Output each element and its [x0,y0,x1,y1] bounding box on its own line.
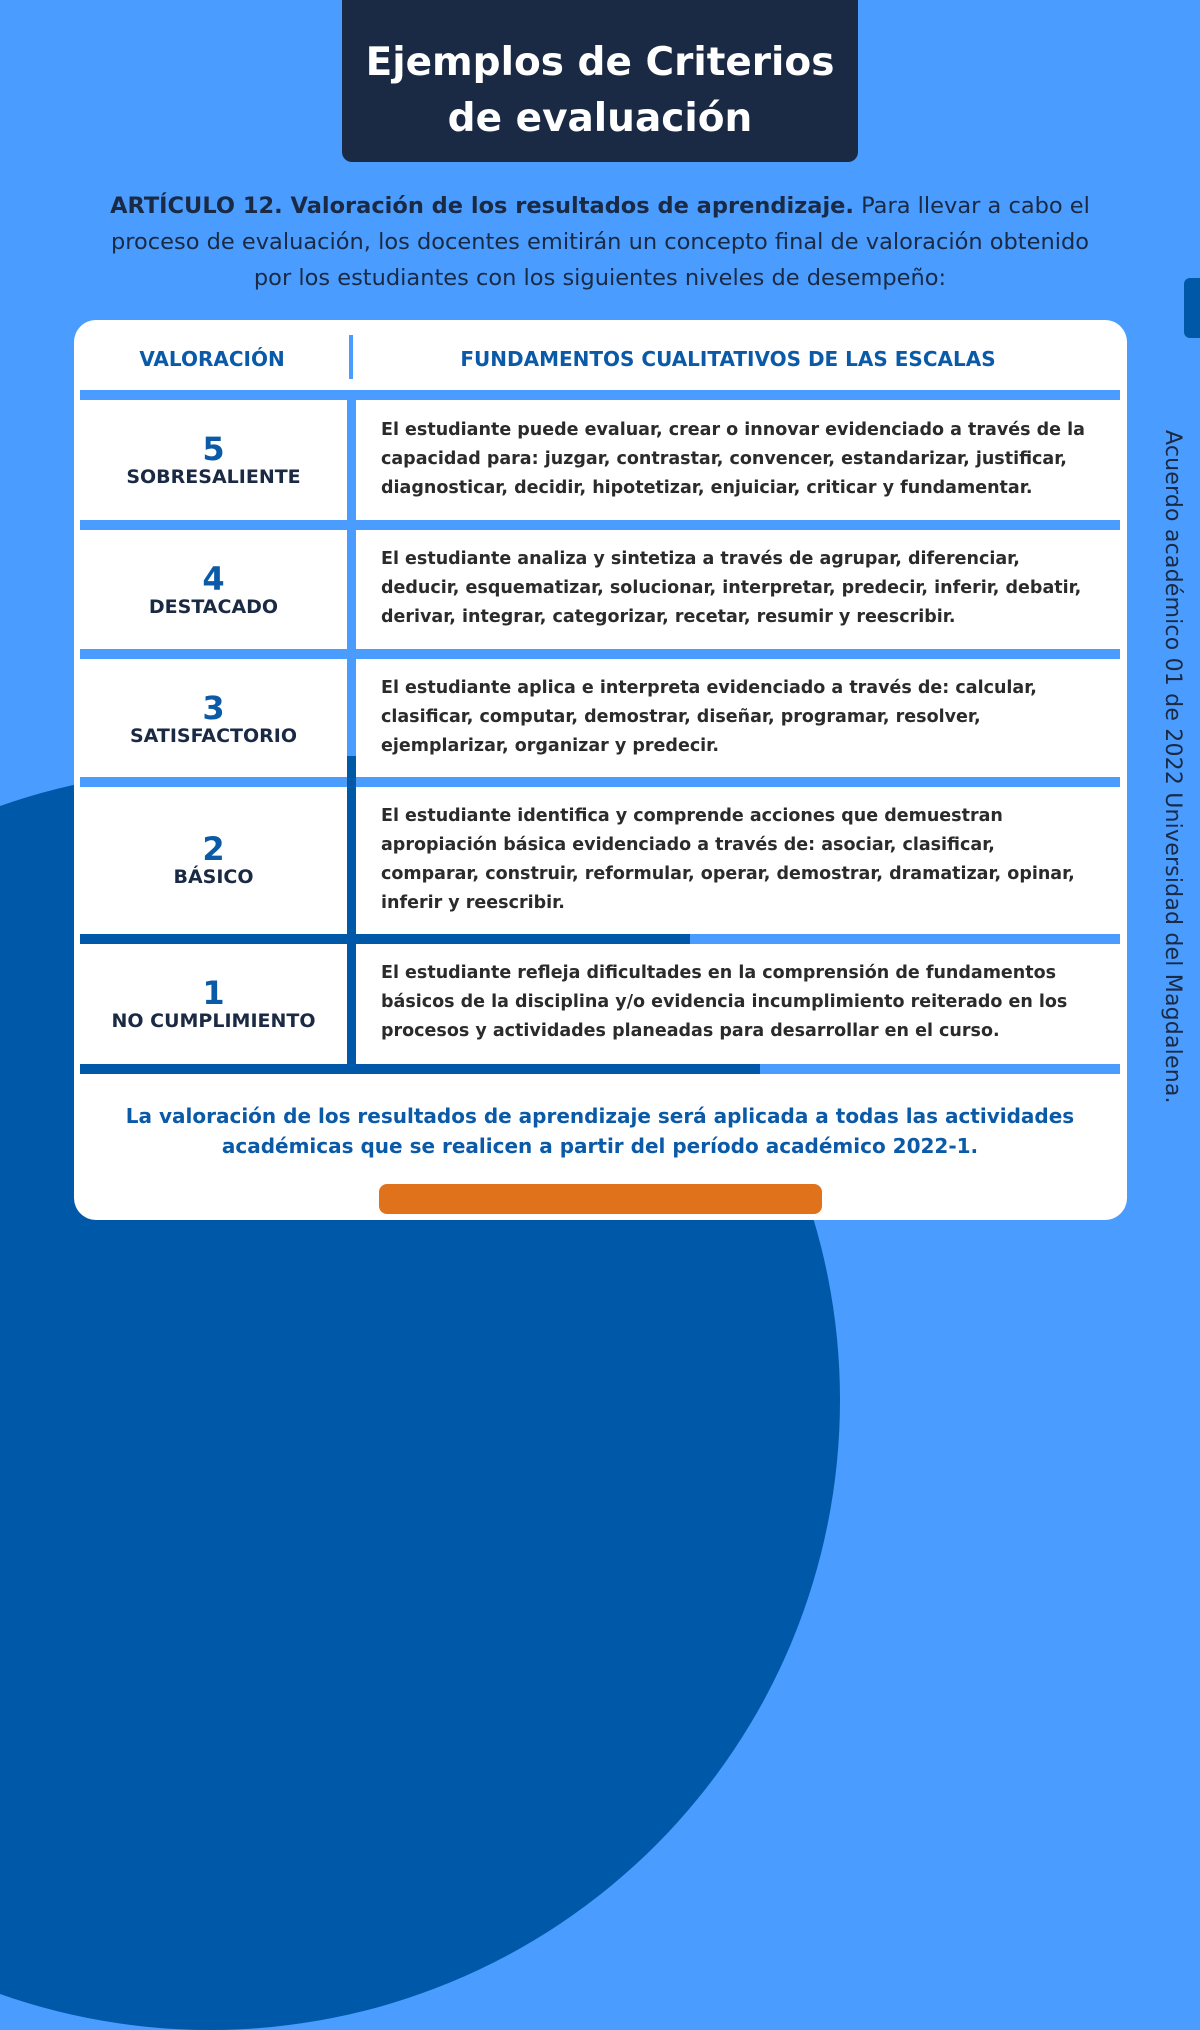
table-divider [80,649,1120,659]
score-cell [80,974,347,1034]
table-divider [80,934,1120,944]
score-level: SOBRESALIENTE [126,466,301,488]
intro-paragraph [100,188,1100,296]
criteria-description: El estudiante refleja dificultades en la comprensión de fundamentos básicos de la disciplina y/o evidencia incumplimiento reiterado en los procesos y actividades planeadas para desarrollar en el curso. [381,963,1068,1041]
score-number: 2 [202,830,225,868]
title-line-1: Ejemplos de Criterios [365,40,835,85]
table-row [80,787,1120,934]
criteria-description: El estudiante puede evaluar, crear o innovar evidenciado a través de la capacidad para: juzgar, contrastar, convencer, estandarizar, justificar, diagnosticar, decidir, hipotetizar, enjuiciar, criticar y fundamentar. [381,420,1085,498]
header-divider [349,335,353,379]
score-cell [80,689,347,749]
criteria-description: El estudiante identifica y comprende acciones que demuestran apropiación básica evidenciado a través de: asociar, clasificar, comparar, construir, reformular, operar, demostrar, dramatizar, opinar, inferir y reescribir. [381,806,1075,913]
orange-button[interactable] [379,1184,822,1214]
table-divider [80,390,1120,400]
score-number: 4 [202,560,225,598]
footer-note: La valoración de los resultados de aprendizaje será aplicada a todas las actividades académicas que se realicen a partir del período académico 2022-1. [125,1104,1075,1158]
table-divider [80,1064,1120,1074]
title-banner [342,0,858,162]
score-level: NO CUMPLIMIENTO [111,1010,316,1032]
header-valoracion: VALORACIÓN [139,347,285,371]
score-cell [80,430,347,490]
table-row [80,400,1120,520]
intro-article: ARTÍCULO 12. Valoración de los resultados de aprendizaje. [110,193,854,219]
score-number: 5 [202,430,225,468]
score-level: BÁSICO [173,866,254,888]
intro-text: Para llevar a cabo el proceso de evaluación, los docentes emitirán un concepto final de valoración obtenido por los estudiantes con los siguientes niveles de desempeño: [110,193,1090,291]
title-line-2: de evaluación [447,96,753,141]
score-level: SATISFACTORIO [129,725,298,747]
score-level: DESTACADO [148,596,279,618]
score-cell [80,560,347,620]
table-divider [80,777,1120,787]
score-cell [80,830,347,890]
criteria-table [80,390,1120,1074]
table-row [80,659,1120,777]
table-row [80,944,1120,1064]
table-row [80,530,1120,649]
side-tab [1184,278,1200,338]
table-divider [80,520,1120,530]
score-number: 1 [202,974,225,1012]
criteria-description: El estudiante analiza y sintetiza a través de agrupar, diferenciar, deducir, esquematizar, solucionar, interpretar, predecir, inferir, debatir, derivar, integrar, categorizar, recetar, resumir y reescribir. [381,549,1082,627]
header-fundamentos: FUNDAMENTOS CUALITATIVOS DE LAS ESCALAS [460,347,996,371]
score-number: 3 [202,689,225,727]
criteria-description: El estudiante aplica e interpreta evidenciado a través de: calcular, clasificar, computar, demostrar, diseñar, programar, resolver, ejemplarizar, organizar y predecir. [381,678,1037,756]
side-note: Acuerdo académico 01 de 2022 Universidad del Magdalena. [1160,430,1185,1104]
